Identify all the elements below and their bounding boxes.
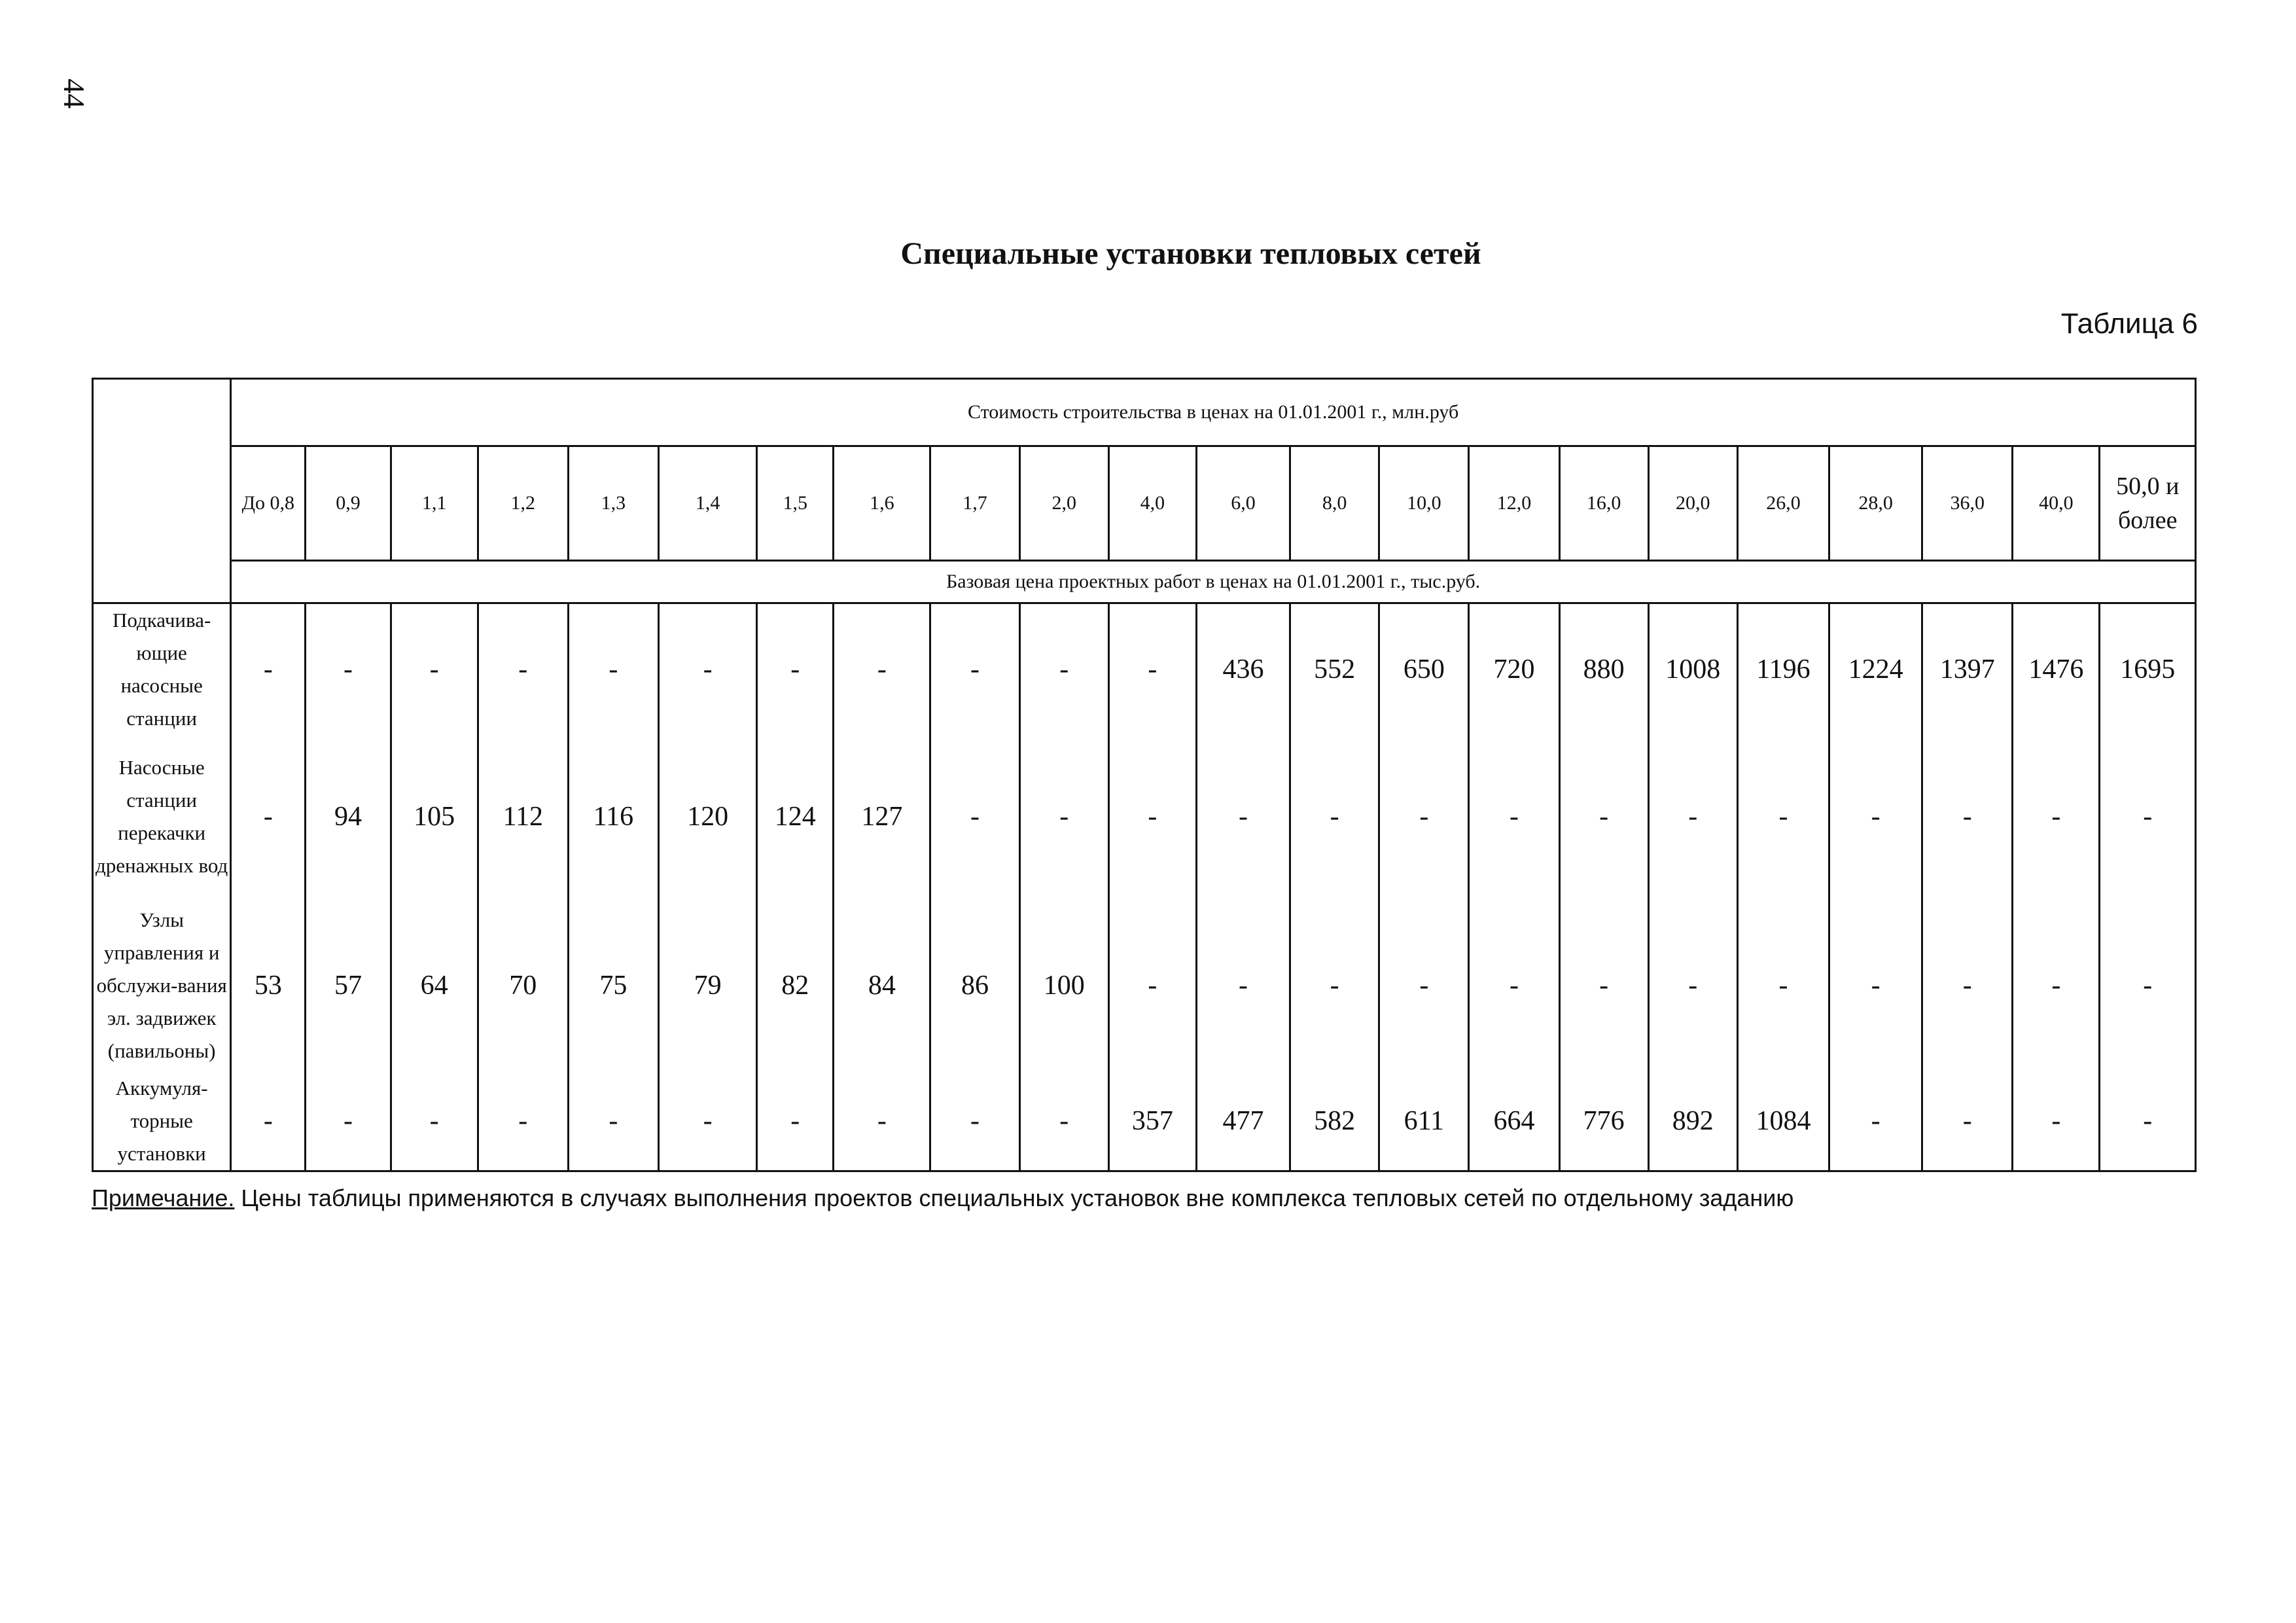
table-cell: - — [1922, 735, 2013, 899]
table-cell: - — [658, 603, 756, 736]
table-cell: - — [1469, 735, 1559, 899]
table-cell: - — [1196, 899, 1290, 1072]
header-construction-cost: Стоимость строительства в ценах на 01.01.2001 г., млн.руб — [231, 379, 2196, 446]
table-cell: 105 — [391, 735, 478, 899]
price-table — [92, 378, 2197, 1172]
table-cell: - — [568, 1072, 658, 1171]
table-cell: - — [1019, 735, 1108, 899]
table-cell: 84 — [834, 899, 930, 1072]
table-cell: - — [757, 603, 834, 736]
column-header: 1,2 — [478, 446, 568, 561]
column-header: 12,0 — [1469, 446, 1559, 561]
table-cell: 57 — [306, 899, 391, 1072]
row-label: Подкачива-ющие насосные станции — [93, 603, 231, 736]
table-row — [93, 899, 2196, 1072]
table-cell: - — [478, 1072, 568, 1171]
table-cell: - — [1737, 735, 1829, 899]
table-cell: - — [1829, 1072, 1922, 1171]
column-header: 36,0 — [1922, 446, 2013, 561]
column-header: 50,0 и более — [2100, 446, 2196, 561]
table-cell: - — [391, 1072, 478, 1171]
row-label: Узлы управления и обслужи-вания эл. задвижек (павильоны) — [93, 899, 231, 1072]
table-cell: 86 — [930, 899, 1019, 1072]
note-text: Цены таблицы применяются в случаях выполнения проектов специальных установок вне комплекса тепловых сетей по отдельному заданию — [234, 1185, 1794, 1211]
column-header: 40,0 — [2013, 446, 2100, 561]
page-title: Специальные установки тепловых сетей — [900, 236, 1481, 271]
table-cell: 53 — [231, 899, 306, 1072]
table-cell: 880 — [1559, 603, 1648, 736]
table-cell: - — [391, 603, 478, 736]
table-cell: - — [757, 1072, 834, 1171]
table-cell: 64 — [391, 899, 478, 1072]
table-cell: - — [834, 1072, 930, 1171]
table-cell: 116 — [568, 735, 658, 899]
table-cell: - — [930, 735, 1019, 899]
table-cell: 664 — [1469, 1072, 1559, 1171]
corner-cell — [93, 379, 231, 446]
table-cell: - — [1559, 899, 1648, 1072]
corner-cell — [93, 446, 231, 561]
table-cell: 1084 — [1737, 1072, 1829, 1171]
table-cell: 94 — [306, 735, 391, 899]
column-header: 1,1 — [391, 446, 478, 561]
column-header: 6,0 — [1196, 446, 1290, 561]
column-header: 26,0 — [1737, 446, 1829, 561]
table-cell: 70 — [478, 899, 568, 1072]
column-header: 16,0 — [1559, 446, 1648, 561]
table-cell: - — [2100, 735, 2196, 899]
page-number: 44 — [58, 79, 91, 109]
table-cell: 611 — [1379, 1072, 1469, 1171]
table-cell: 1224 — [1829, 603, 1922, 736]
row-label: Аккумуля-торные установки — [93, 1072, 231, 1171]
table-cell: - — [2100, 899, 2196, 1072]
table-cell: 1695 — [2100, 603, 2196, 736]
table-cell: - — [2013, 1072, 2100, 1171]
table-cell: - — [1019, 603, 1108, 736]
table-cell: - — [1648, 735, 1737, 899]
table-cell: 650 — [1379, 603, 1469, 736]
table-cell: 720 — [1469, 603, 1559, 736]
table-cell: - — [1922, 899, 2013, 1072]
table-cell: - — [1196, 735, 1290, 899]
table-cell: 82 — [757, 899, 834, 1072]
table-cell: 1476 — [2013, 603, 2100, 736]
table-cell: - — [1737, 899, 1829, 1072]
table-cell: 79 — [658, 899, 756, 1072]
table-row — [93, 735, 2196, 899]
table-cell: - — [1379, 899, 1469, 1072]
table-cell: - — [1829, 899, 1922, 1072]
table-cell: - — [306, 1072, 391, 1171]
table-cell: - — [1019, 1072, 1108, 1171]
table-cell: - — [1108, 899, 1196, 1072]
table-cell: 776 — [1559, 1072, 1648, 1171]
note — [92, 1185, 1793, 1212]
table-cell: - — [1108, 603, 1196, 736]
table-cell: - — [231, 603, 306, 736]
column-header: 20,0 — [1648, 446, 1737, 561]
corner-cell — [93, 561, 231, 603]
table-cell: - — [568, 603, 658, 736]
table-cell: - — [1648, 899, 1737, 1072]
table-cell: - — [1469, 899, 1559, 1072]
row-label: Насосные станции перекачки дренажных вод — [93, 735, 231, 899]
column-header: 1,5 — [757, 446, 834, 561]
table-cell: - — [1829, 735, 1922, 899]
table-cell: - — [306, 603, 391, 736]
table-cell: - — [930, 603, 1019, 736]
table-cell: - — [1290, 735, 1379, 899]
table-cell: 100 — [1019, 899, 1108, 1072]
table-cell: - — [1108, 735, 1196, 899]
table-cell: - — [658, 1072, 756, 1171]
column-header: 1,7 — [930, 446, 1019, 561]
table-cell: - — [2013, 735, 2100, 899]
table-cell: - — [930, 1072, 1019, 1171]
table-cell: 124 — [757, 735, 834, 899]
column-header: До 0,8 — [231, 446, 306, 561]
column-header: 1,4 — [658, 446, 756, 561]
table-cell: 1008 — [1648, 603, 1737, 736]
table-cell: - — [1290, 899, 1379, 1072]
column-header: 28,0 — [1829, 446, 1922, 561]
table-cell: - — [2013, 899, 2100, 1072]
table-cell: 127 — [834, 735, 930, 899]
column-header: 1,3 — [568, 446, 658, 561]
table-cell: 477 — [1196, 1072, 1290, 1171]
table-cell: - — [231, 735, 306, 899]
column-header: 0,9 — [306, 446, 391, 561]
table-cell: - — [231, 1072, 306, 1171]
table-cell: 357 — [1108, 1072, 1196, 1171]
table-cell: 120 — [658, 735, 756, 899]
column-header: 8,0 — [1290, 446, 1379, 561]
table-cell: 1196 — [1737, 603, 1829, 736]
table-cell: 112 — [478, 735, 568, 899]
column-header: 1,6 — [834, 446, 930, 561]
table-cell: 582 — [1290, 1072, 1379, 1171]
table-label: Таблица 6 — [2060, 308, 2198, 340]
column-header: 2,0 — [1019, 446, 1108, 561]
table-cell: 436 — [1196, 603, 1290, 736]
table-cell: - — [1922, 1072, 2013, 1171]
table-cell: 892 — [1648, 1072, 1737, 1171]
table-row — [93, 1072, 2196, 1171]
table-row — [93, 603, 2196, 736]
table-cell: - — [2100, 1072, 2196, 1171]
note-label: Примечание. — [92, 1185, 235, 1211]
table-cell: - — [1379, 735, 1469, 899]
table-cell: - — [478, 603, 568, 736]
table-cell: - — [834, 603, 930, 736]
column-header: 10,0 — [1379, 446, 1469, 561]
table-cell: 552 — [1290, 603, 1379, 736]
column-header: 4,0 — [1108, 446, 1196, 561]
table-cell: 75 — [568, 899, 658, 1072]
header-base-price: Базовая цена проектных работ в ценах на 01.01.2001 г., тыс.руб. — [231, 561, 2196, 603]
table-cell: - — [1559, 735, 1648, 899]
table-cell: 1397 — [1922, 603, 2013, 736]
